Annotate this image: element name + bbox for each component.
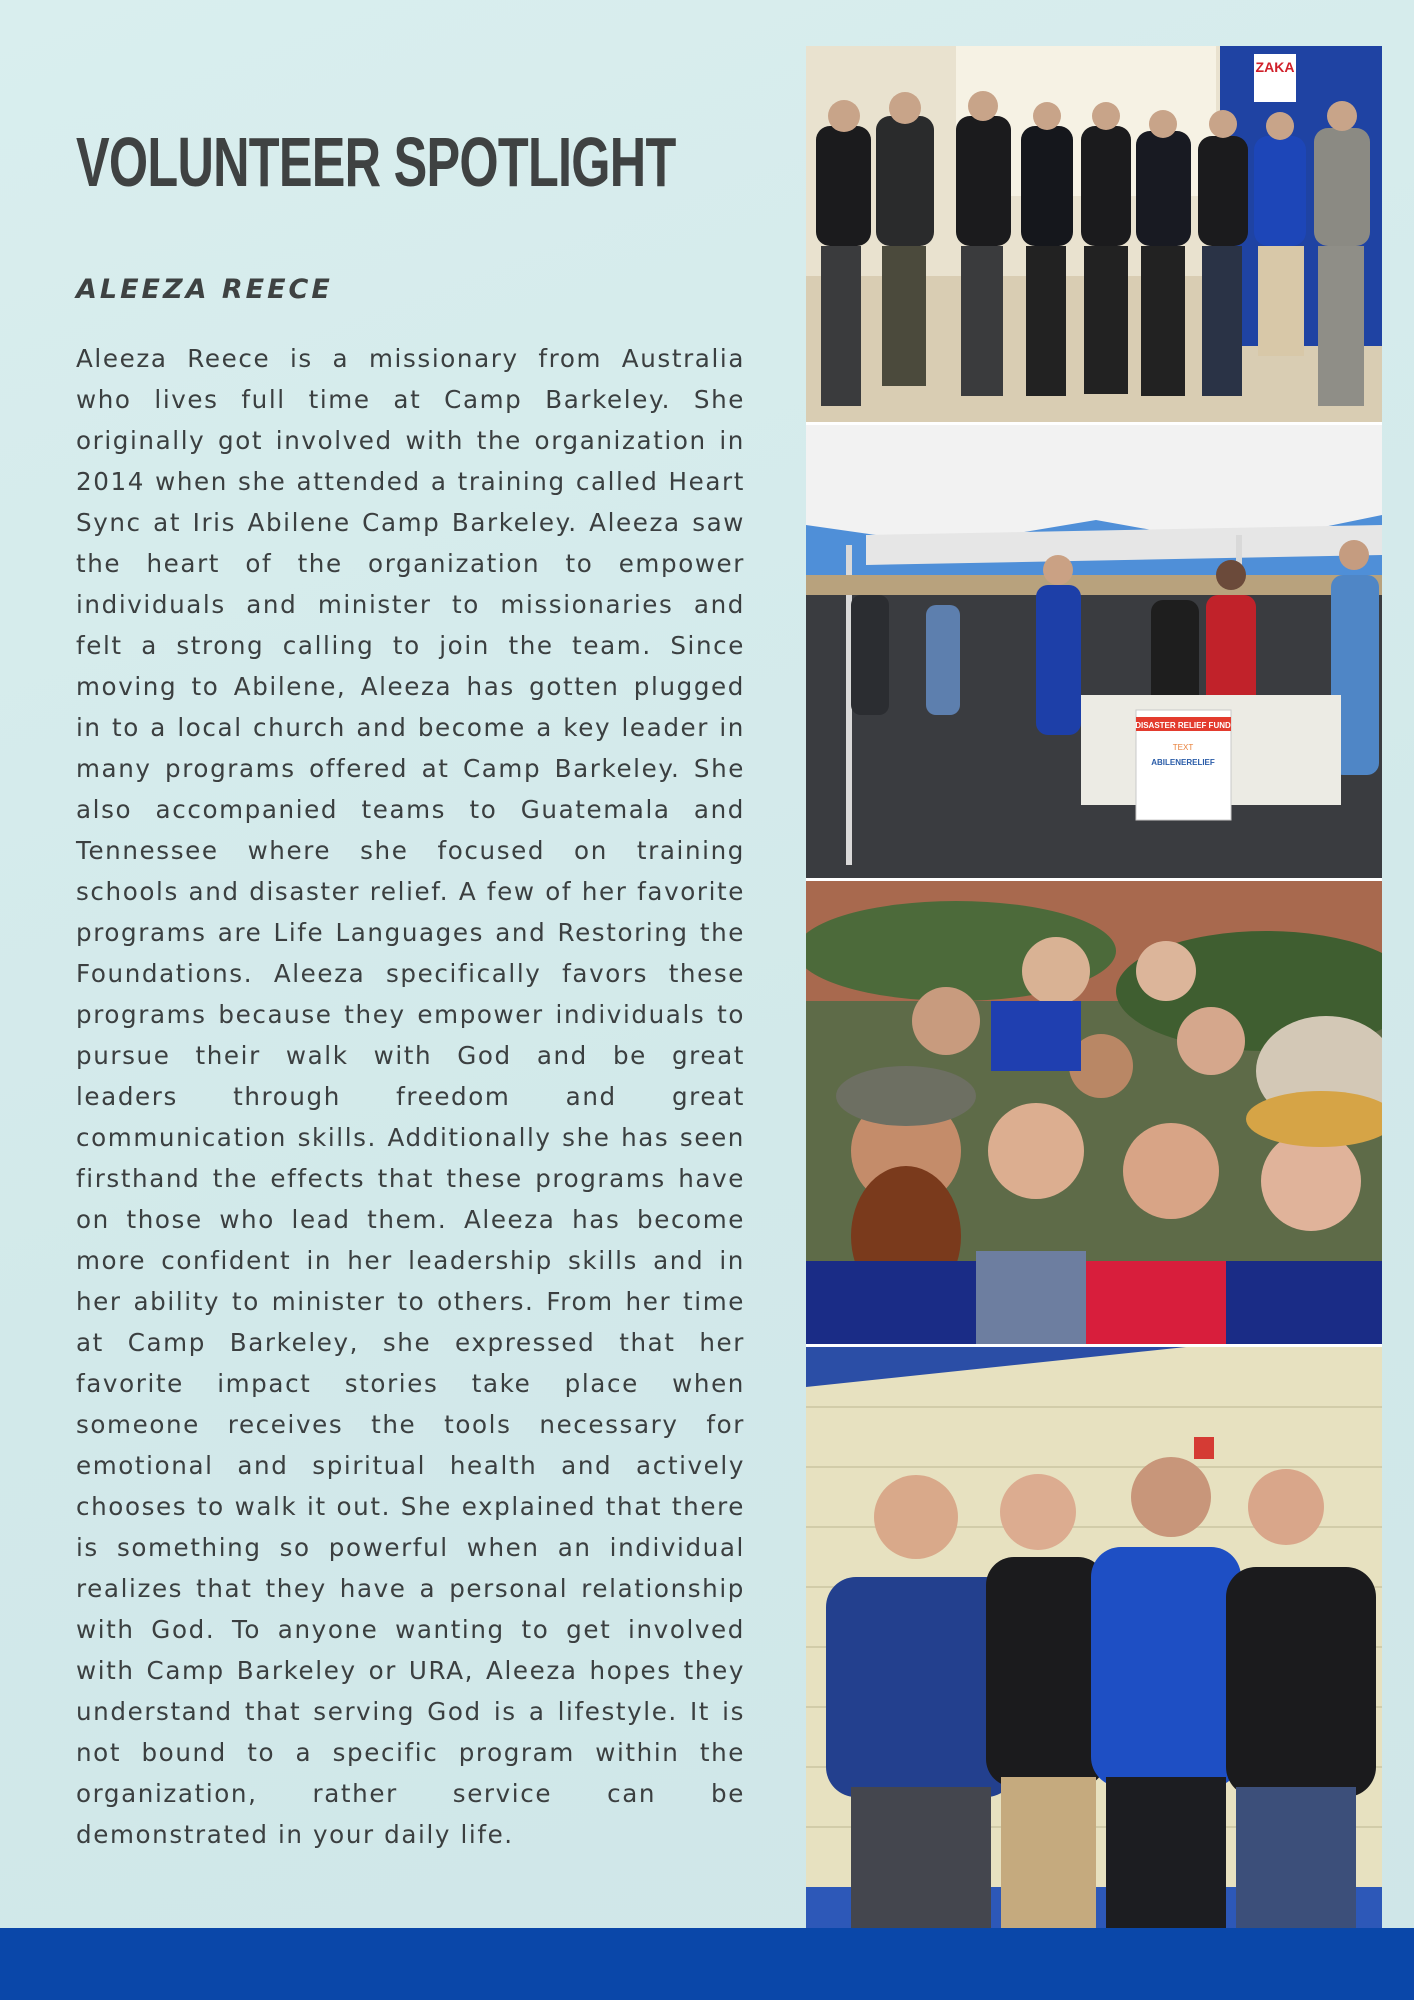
photo-group-indoors bbox=[806, 46, 1382, 422]
volunteer-name: ALEEZA REECE bbox=[76, 274, 333, 305]
photo-relief-tent bbox=[806, 425, 1382, 878]
photo-group-selfie-image bbox=[806, 881, 1382, 1344]
spotlight-article-text: Aleeza Reece is a missionary from Australia who lives full time at Camp Barkeley. She originally got involved with the organization in 2014 when she attended a training called Heart Sync at Iris Abilene Camp Barkeley. Aleeza saw the heart of the organization to empower individuals and minister to missionaries and felt a strong calling to join the team. Since moving to Abilene, Aleeza has gotten plugged in to a local church and become a key leader in many programs offered at Camp Barkeley. She also accompanied teams to Guatemala and Tennessee where she focused on training schools and disaster relief. A few of her favorite programs are Life Languages and Restoring the Foundations. Aleeza specifically favors these programs because they empower individuals to pursue their walk with God and be great leaders through freedom and great communication skills. Additionally she has seen firsthand the effects that these programs have on those who lead them. Aleeza has become more confident in her leadership skills and in her ability to minister to others. From her time at Camp Barkeley, she expressed that her favorite impact stories take place when someone receives the tools necessary for emotional and spiritual health and actively chooses to walk it out. She explained that there is something so powerful when an individual realizes that they have a personal relationship with God. To anyone wanting to get involved with Camp Barkeley or URA, Aleeza hopes they understand that serving God is a lifestyle. It is not bound to a specific program within the organization, rather service can be demonstrated in your daily life. bbox=[76, 344, 745, 1849]
photo-relief-tent-image bbox=[806, 425, 1382, 878]
photo1-banner-text: ZAKA bbox=[1255, 59, 1295, 75]
photo2-sign-code: ABILENERELIEF bbox=[1151, 758, 1215, 767]
photo-column bbox=[806, 46, 1382, 1928]
page-title: VOLUNTEER SPOTLIGHT bbox=[76, 123, 676, 201]
photo2-sign-text: TEXT bbox=[1172, 743, 1194, 752]
photo-group-selfie bbox=[806, 881, 1382, 1344]
footer-bar bbox=[0, 1928, 1414, 2000]
photo-group-indoors-image bbox=[806, 46, 1382, 422]
photo-team-gym-image bbox=[806, 1347, 1382, 1928]
photo-team-gym bbox=[806, 1347, 1382, 1928]
photo2-sign-title: DISASTER RELIEF FUND bbox=[1135, 721, 1231, 730]
